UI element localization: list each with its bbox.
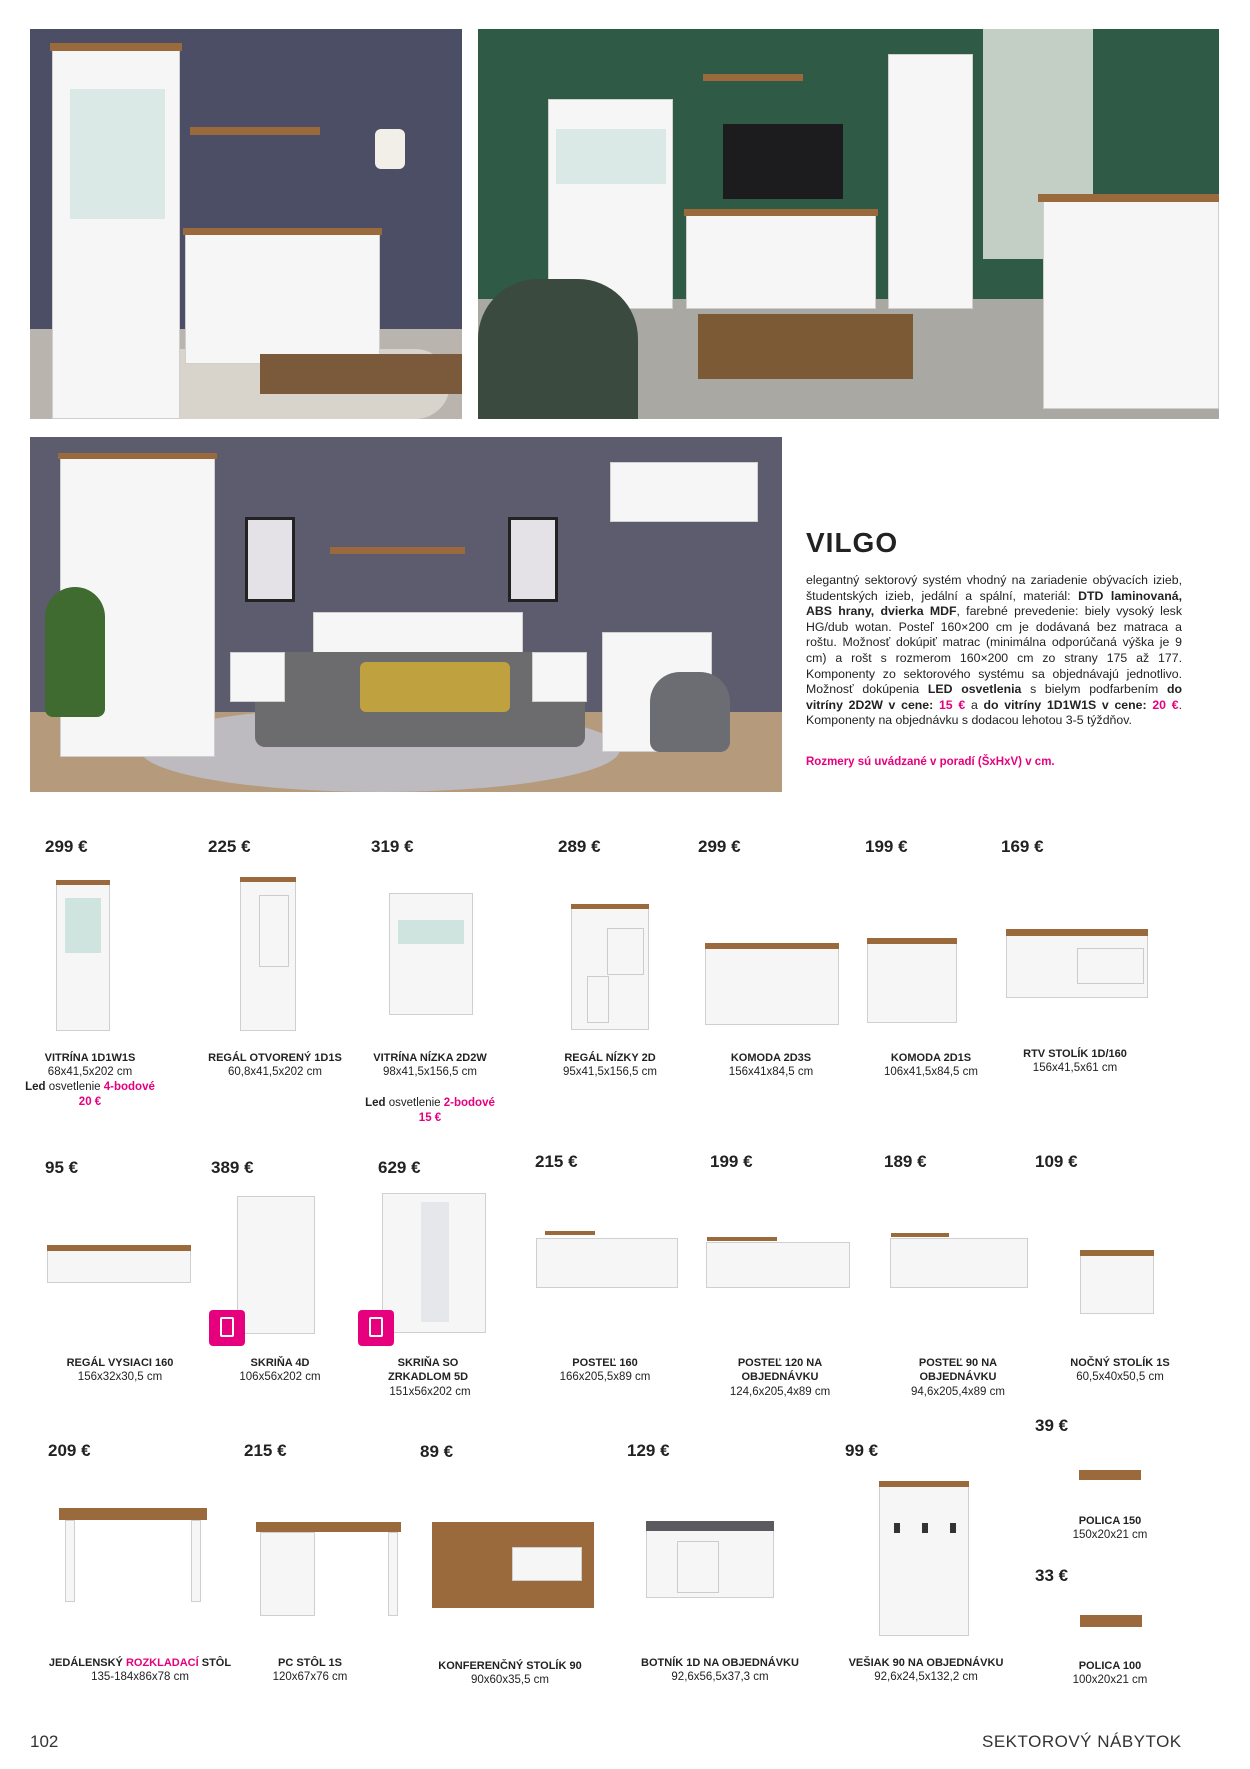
price: 209 € — [48, 1441, 91, 1460]
product-name: VITRÍNA NÍZKA 2D2W — [373, 1052, 487, 1064]
description-run: DTD laminovaná, ABS hrany, dvierka MDF — [806, 588, 1183, 619]
description-run: s bielym podfarbením — [1021, 682, 1167, 697]
product-dimensions: 98x41,5x156,5 cm — [383, 1066, 477, 1078]
product-image-skrina-zrkadlo — [382, 1193, 486, 1333]
page-number: 102 — [30, 1732, 59, 1751]
description-run: , farebné prevedenie: biely vysoký lesk HG/dub wotan. Posteľ 160×200 cm je dodávaná bez matraca a roštu. Možnosť dokúpiť matrac (minimálna odporúčaná výška je 9 cm) a rošt s rozmerom 160×200 cm zo strany 175 až 177. Komponenty zo sektorového systému sa objednávajú jednotlivo. Možnosť dokúpenia — [806, 604, 1182, 697]
product-image-regal-otvoreny — [240, 880, 296, 1031]
product-name: KONFERENČNÝ STOLÍK 90 — [438, 1660, 582, 1672]
price: 189 € — [884, 1152, 927, 1171]
product-image-vesiak — [879, 1486, 969, 1636]
description-run: do vitríny 1D1W1S v cene: — [983, 697, 1147, 712]
product-dimensions: 106x56x202 cm — [239, 1371, 321, 1383]
product-image-polica-150 — [1079, 1470, 1141, 1480]
price: 39 € — [1035, 1416, 1069, 1435]
price: 199 € — [710, 1152, 753, 1171]
product-name: POSTEĽ 120 NA OBJEDNÁVKU — [737, 1357, 823, 1383]
price: 99 € — [845, 1441, 879, 1460]
price: 629 € — [378, 1158, 421, 1177]
product-dimensions: 60,8x41,5x202 cm — [228, 1066, 322, 1078]
price: 389 € — [211, 1158, 254, 1177]
dimension-note: Rozmery sú uvádzané v poradí (ŠxHxV) v cm. — [806, 756, 1055, 768]
product-name: PC STÔL 1S — [278, 1657, 342, 1669]
product-image-vitrina-nizka — [389, 893, 473, 1015]
product-name: POLICA 100 — [1078, 1660, 1142, 1672]
product-dimensions: 156x41x84,5 cm — [728, 1066, 814, 1078]
page-title: VILGO — [806, 527, 899, 558]
led-option: Led osvetlenie 2-bodové — [365, 1097, 495, 1109]
product-dimensions: 94,6x205,4x89 cm — [911, 1386, 1005, 1398]
price: 129 € — [627, 1441, 670, 1460]
description-run: a — [965, 697, 984, 712]
product-dimensions: 166x205,5x89 cm — [559, 1371, 651, 1383]
product-dimensions: 156x41,5x61 cm — [1032, 1062, 1118, 1074]
product-image-botnik — [646, 1530, 774, 1598]
product-name: BOTNÍK 1D NA OBJEDNÁVKU — [641, 1657, 799, 1669]
description-run: 15 € — [938, 697, 966, 712]
product-name: NOČNÝ STOLÍK 1S — [1070, 1357, 1170, 1369]
product-image-komoda-2d3s — [705, 946, 839, 1025]
product-dimensions: 95x41,5x156,5 cm — [563, 1066, 657, 1078]
led-price: 20 € — [78, 1096, 102, 1108]
product-name: JEDÁLENSKÝ ROZKLADACÍ STÔL — [48, 1657, 232, 1669]
room-photo-living-blue — [30, 29, 462, 419]
product-dimensions: 124,6x205,4x89 cm — [729, 1386, 831, 1398]
price: 215 € — [535, 1152, 578, 1171]
section-title: SEKTOROVÝ NÁBYTOK — [982, 1732, 1182, 1751]
product-dimensions: 68x41,5x202 cm — [47, 1066, 133, 1078]
product-name: POLICA 150 — [1078, 1515, 1142, 1527]
product-dimensions: 150x20x21 cm — [1072, 1529, 1148, 1541]
product-image-polica-100 — [1080, 1615, 1142, 1627]
product-name: RTV STOLÍK 1D/160 — [1023, 1048, 1127, 1060]
product-image-skrina-4d — [237, 1196, 315, 1334]
product-dimensions: 106x41,5x84,5 cm — [884, 1066, 978, 1078]
price: 215 € — [244, 1441, 287, 1460]
price: 289 € — [558, 837, 601, 856]
product-dimensions: 120x67x76 cm — [272, 1671, 348, 1683]
room-photo-bedroom — [30, 437, 782, 792]
product-name: VITRÍNA 1D1W1S — [44, 1052, 136, 1064]
price: 319 € — [371, 837, 414, 856]
product-name: REGÁL OTVORENÝ 1D1S — [208, 1052, 342, 1064]
product-name: POSTEĽ 160 — [572, 1357, 638, 1369]
description-run: . Komponenty na objednávku s dodacou lehotou 3-5 týždňov. — [806, 697, 1182, 728]
product-name: SKRIŇA SO ZRKADLOM 5D — [387, 1357, 469, 1383]
product-image-regal-vysiaci — [47, 1249, 191, 1283]
price: 109 € — [1035, 1152, 1078, 1171]
product-name: REGÁL VYSIACI 160 — [66, 1357, 174, 1369]
price: 33 € — [1035, 1566, 1069, 1585]
product-dimensions: 92,6x24,5x132,2 cm — [874, 1671, 978, 1683]
product-dimensions: 100x20x21 cm — [1072, 1674, 1148, 1686]
description-run: LED osvetlenia — [927, 682, 1022, 697]
product-name: KOMODA 2D1S — [890, 1052, 972, 1064]
description-run: elegantný sektorový systém vhodný na zariadenie obývacích izieb, študentských izieb, jedální a spální, materiál: — [806, 573, 1182, 603]
product-dimensions: 60,5x40x50,5 cm — [1076, 1371, 1164, 1383]
product-image-konferencny-stolik — [432, 1522, 594, 1608]
product-image-komoda-2d1s — [867, 941, 957, 1023]
product-name: POSTEĽ 90 NA OBJEDNÁVKU — [918, 1357, 998, 1383]
product-image-pc-stol — [256, 1522, 401, 1618]
led-price: 15 € — [418, 1112, 442, 1124]
room-photo-living-green — [478, 29, 1219, 419]
catalog-badge-icon — [358, 1310, 394, 1346]
description-run: do vitríny 2D2W v cene: — [806, 682, 1182, 712]
product-image-vitrina-1d1w1s — [56, 883, 110, 1031]
product-name: REGÁL NÍZKY 2D — [564, 1052, 656, 1064]
price: 225 € — [208, 837, 251, 856]
product-dimensions: 90x60x35,5 cm — [471, 1674, 549, 1686]
price: 199 € — [865, 837, 908, 856]
price: 89 € — [420, 1442, 454, 1461]
product-image-rtv-stolik — [1006, 933, 1148, 998]
product-name: VEŠIAK 90 NA OBJEDNÁVKU — [848, 1657, 1004, 1669]
price: 95 € — [45, 1158, 79, 1177]
price: 169 € — [1001, 837, 1044, 856]
product-image-jedalensky-stol — [59, 1508, 207, 1604]
product-name: KOMODA 2D3S — [730, 1052, 812, 1064]
product-image-postel-160 — [536, 1238, 678, 1288]
catalog-badge-icon — [209, 1310, 245, 1346]
description-run: 20 € — [1152, 697, 1179, 712]
led-option: Led osvetlenie 4-bodové — [25, 1081, 155, 1093]
product-dimensions: 135-184x86x78 cm — [91, 1671, 189, 1683]
product-dimensions: 92,6x56,5x37,3 cm — [671, 1671, 769, 1683]
product-image-nocny-stolik — [1080, 1254, 1154, 1314]
product-dimensions: 156x32x30,5 cm — [77, 1371, 163, 1383]
product-name: SKRIŇA 4D — [250, 1357, 310, 1369]
price: 299 € — [45, 837, 88, 856]
product-image-postel-90 — [890, 1238, 1028, 1288]
product-image-regal-nizky — [571, 907, 649, 1030]
product-dimensions: 151x56x202 cm — [389, 1386, 471, 1398]
product-image-postel-120 — [706, 1242, 850, 1288]
price: 299 € — [698, 837, 741, 856]
description — [806, 573, 1182, 729]
